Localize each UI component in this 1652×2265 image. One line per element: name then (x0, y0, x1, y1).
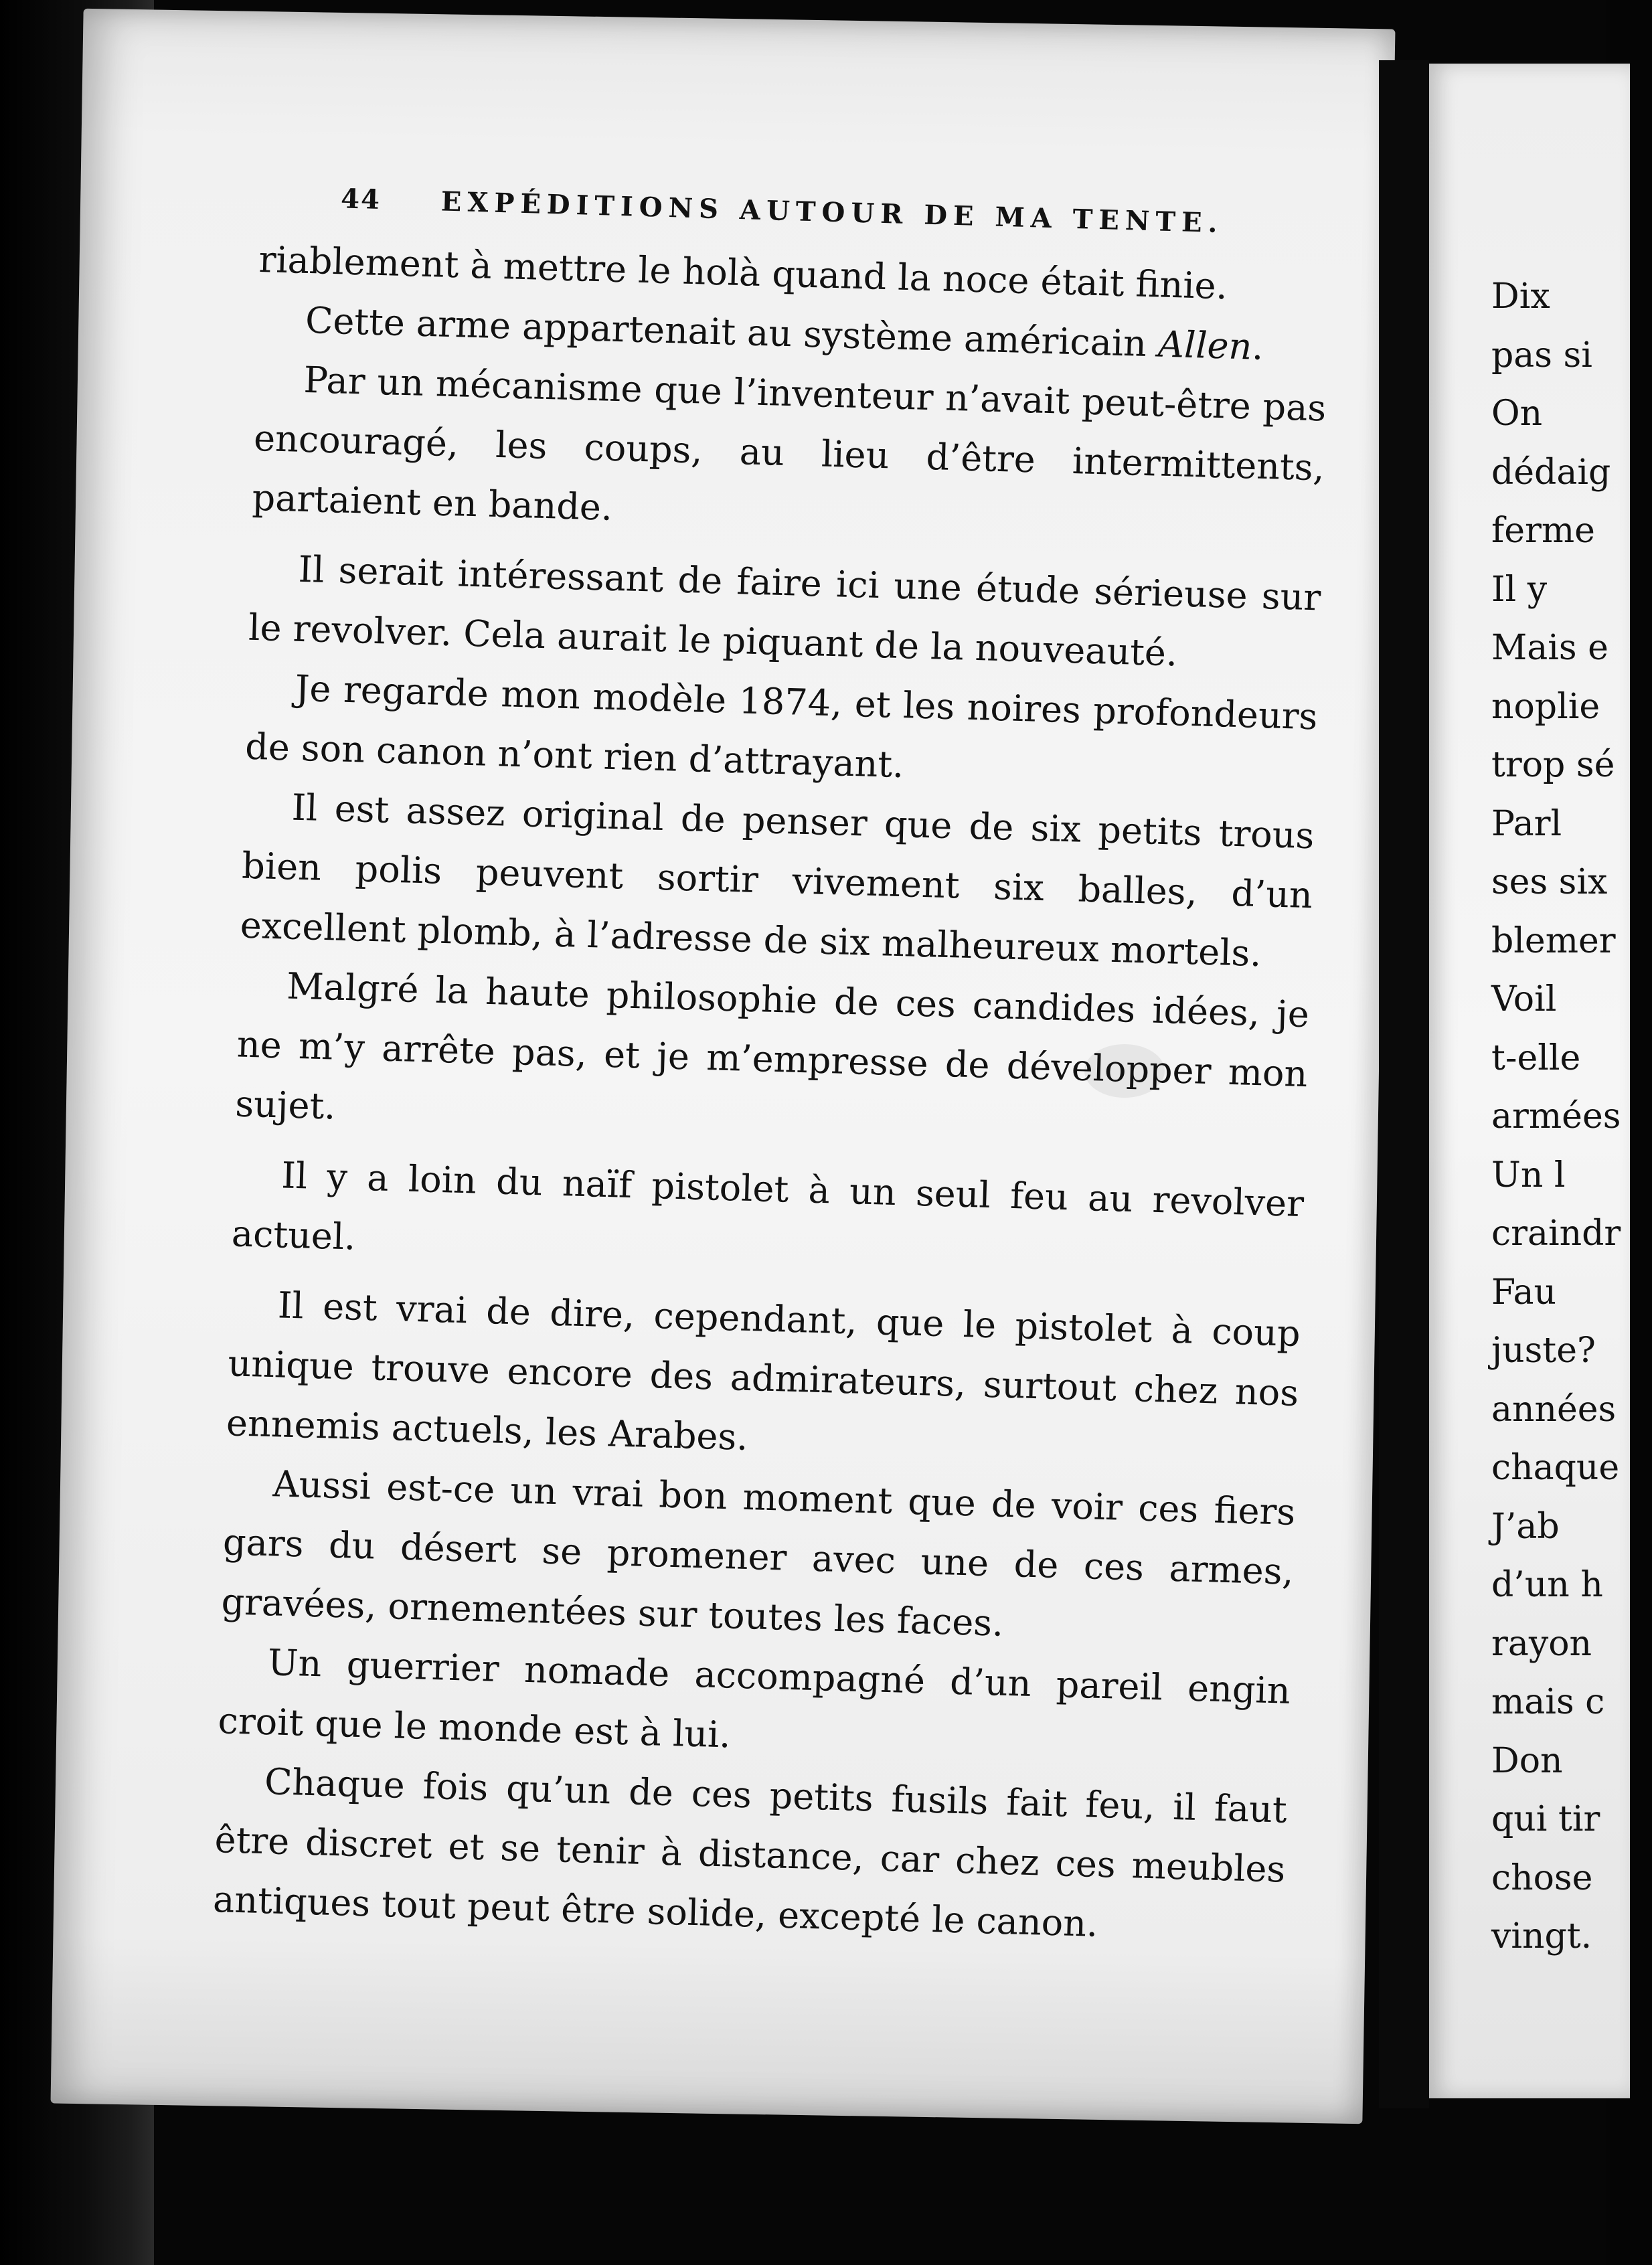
right-page-line: chose (1491, 1857, 1593, 1898)
page-number: 44 (340, 183, 382, 216)
paragraph-text: Chaque fois qu’un de ces petits fusils fait feu, il faut être discret et se tenir à distance, car chez ces meubles antiques tout peut être solide, excepté le canon. (212, 1760, 1288, 1945)
right-page-line: Mais e (1491, 628, 1608, 668)
right-page-line: noplie (1491, 686, 1600, 727)
right-page-line: dédaig (1491, 452, 1611, 493)
left-page-text (212, 181, 1331, 1959)
paragraph-text: Par un mécanisme que l’inventeur n’avait peut-être pas encouragé, les coups, au lieu d’être intermittents, partaient en bande. (251, 358, 1327, 529)
paragraph (252, 349, 1327, 558)
right-page-line: Don (1491, 1740, 1563, 1781)
paragraph (231, 1144, 1305, 1293)
paragraph-text: Je regarde mon modèle 1874, et les noires profondeurs de son canon n’ont rien d’attrayant. (244, 667, 1319, 786)
paragraph (226, 1274, 1301, 1483)
right-page-line: juste? (1491, 1331, 1596, 1371)
right-page-line: mais c (1491, 1682, 1605, 1722)
right-page-line: On (1491, 394, 1543, 434)
right-page-line: craindr (1491, 1213, 1621, 1254)
page-gutter (1379, 60, 1429, 2108)
right-page-line: Dix (1491, 276, 1550, 317)
right-page-line: Il y (1491, 569, 1548, 610)
right-page-line: chaque (1491, 1448, 1620, 1488)
right-page-line: armées (1491, 1096, 1621, 1137)
right-page-line: pas si (1491, 335, 1592, 375)
paragraph-text: Il est assez original de penser que de six petits trous bien polis peuvent sortir vivement six balles, d’un excellent plomb, à l’adresse de six malheureux mortels. (240, 786, 1315, 975)
paragraph-text: Il y a loin du naïf pistolet à un seul feu au revolver actuel. (231, 1154, 1305, 1258)
paragraph-text: . (1251, 325, 1264, 368)
paragraph-text: Un guerrier nomade accompagné d’un pareil engin croit que le monde est à lui. (217, 1641, 1291, 1756)
right-page-line: ses six (1491, 862, 1608, 902)
paragraph (212, 1750, 1288, 1959)
paragraph-text: riablement à mettre le holà quand la noce était finie. (258, 238, 1228, 308)
right-page-line: t-elle (1491, 1037, 1581, 1078)
right-page-line: Fau (1491, 1272, 1557, 1313)
right-page-line: trop sé (1491, 745, 1615, 785)
paragraph-text: Cette arme appartenait au système américain (305, 299, 1159, 365)
right-page-line: Un l (1491, 1155, 1566, 1195)
paragraph-text: Aussi est-ce un vrai bon moment que de voir ces fiers gars du désert se promener avec une de ces armes, gravées, ornementées sur toutes les faces. (220, 1462, 1296, 1645)
running-head-title: EXPÉDITIONS AUTOUR DE MA TENTE. (440, 185, 1224, 240)
right-page-line: Voil (1491, 979, 1557, 1019)
right-page-line: vingt. (1491, 1916, 1592, 1956)
paragraph-text: Il est vrai de dire, cependant, que le pistolet à coup unique trouve encore des admirateurs, surtout chez nos ennemis actuels, les Arabes. (226, 1284, 1301, 1459)
italic-text: Allen (1157, 323, 1253, 368)
paragraph (240, 776, 1315, 985)
paragraph-text: Malgré la haute philosophie de ces candides idées, je ne m’y arrête pas, et je m’empresse de développer mon sujet. (234, 964, 1310, 1128)
right-page-text (1491, 268, 1652, 1966)
right-page-line: blemer (1491, 920, 1616, 961)
right-page-line: d’un h (1491, 1565, 1603, 1605)
right-page-line: J’ab (1491, 1506, 1560, 1547)
paragraph (234, 955, 1310, 1164)
paragraph-text: Il serait intéressant de faire ici une étude sérieuse sur le revolver. Cela aurait le piquant de la nouveauté. (248, 548, 1322, 675)
right-page-line: ferme (1491, 511, 1595, 551)
right-page-line: Parl (1491, 803, 1562, 844)
right-page-line: qui tir (1491, 1799, 1600, 1839)
right-page-line: rayon (1491, 1623, 1592, 1664)
paragraph (220, 1452, 1296, 1661)
right-page-line: années (1491, 1389, 1617, 1430)
